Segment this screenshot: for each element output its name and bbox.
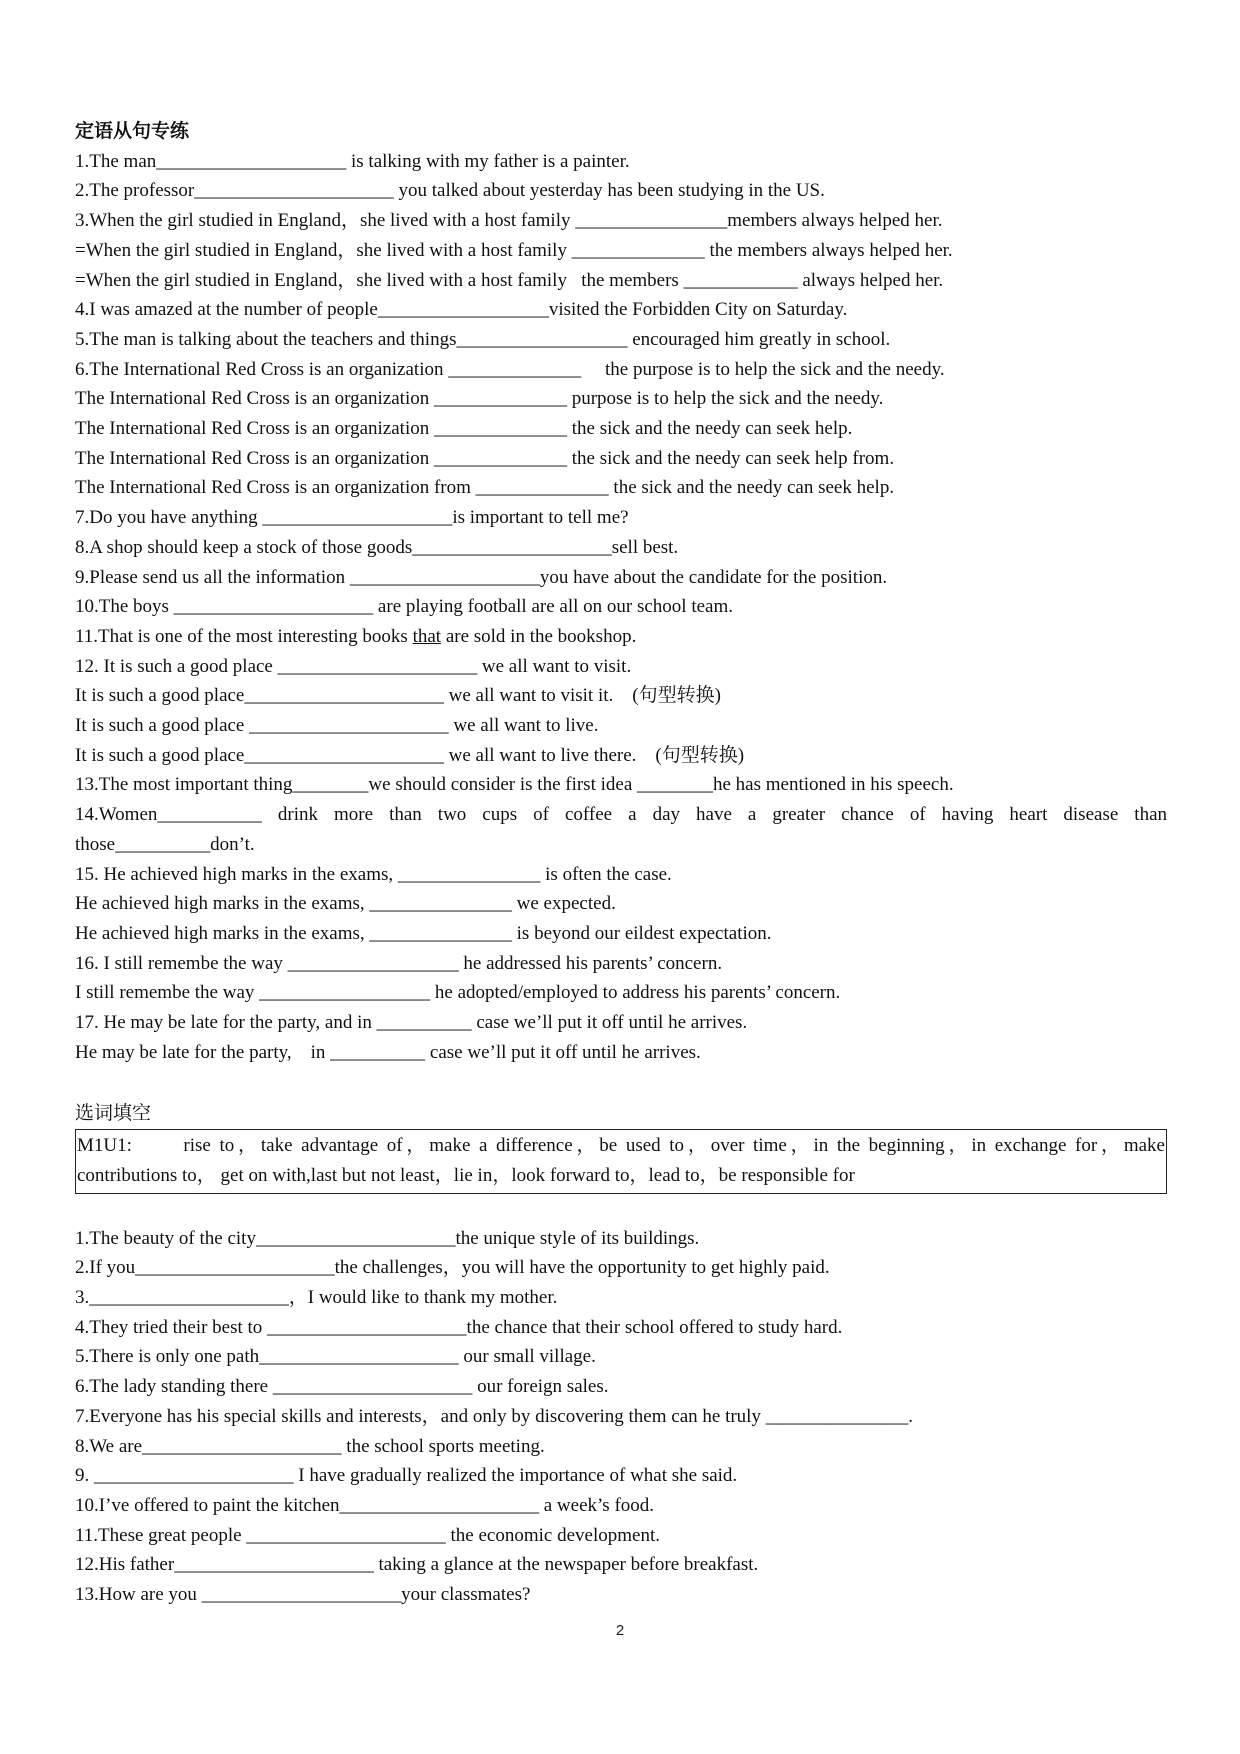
worksheet-page	[75, 117, 1167, 1610]
exercise-line: 5.There is only one path_____________________ our small village.	[75, 1346, 596, 1368]
exercise-line: The International Red Cross is an organization from ______________ the sick and the needy can seek help.	[75, 477, 895, 499]
word-bank-line-1: M1U1: rise to，take advantage of，make a difference，be used to，over time，in the beginning，in exchange for，make	[77, 1135, 1165, 1157]
word-bank-box	[75, 1129, 1167, 1193]
exercise-line: 9.Please send us all the information ____________________you have about the candidate for the position.	[75, 566, 888, 588]
exercise-line: 2.If you_____________________the challenges，you will have the opportunity to get highly paid.	[75, 1257, 830, 1279]
section-title-relative-clauses: 定语从句专练	[75, 120, 190, 142]
exercise-line: 17. He may be late for the party, and in __________ case we’ll put it off until he arrives.	[75, 1012, 748, 1034]
exercise-line: 6.The International Red Cross is an organization ______________ the purpose is to help the sick and the needy.	[75, 358, 945, 380]
exercise-line: 8.We are_____________________ the school sports meeting.	[75, 1435, 545, 1457]
exercise-line: 11.These great people _____________________ the economic development.	[75, 1524, 660, 1546]
exercise-line: 7.Everyone has his special skills and interests，and only by discovering them can he truly _______________.	[75, 1405, 913, 1427]
exercise-line: 8.A shop should keep a stock of those goods_____________________sell best.	[75, 536, 679, 558]
exercise-line: The International Red Cross is an organization ______________ the sick and the needy can seek help from.	[75, 447, 895, 469]
exercise-line: The International Red Cross is an organization ______________ purpose is to help the sick and the needy.	[75, 388, 884, 410]
exercise-line: 1.The man____________________ is talking with my father is a painter.	[75, 150, 630, 172]
exercise-line: =When the girl studied in England，she lived with a host family the members ____________ always helped her.	[75, 269, 944, 291]
exercise-line: 4.I was amazed at the number of people__________________visited the Forbidden City on Saturday.	[75, 299, 848, 321]
exercise-line: 14.Women___________ drink more than two cups of coffee a day have a greater chance of having heart disease than	[75, 804, 1167, 826]
word-bank-line-2: contributions to， get on with,last but not least，lie in，look forward to，lead to，be responsible for	[77, 1164, 855, 1186]
exercise-line: 10.I’ve offered to paint the kitchen_____________________ a week’s food.	[75, 1494, 655, 1516]
section-title-word-choice: 选词填空	[75, 1101, 152, 1124]
exercise-line: 1.The beauty of the city_____________________the unique style of its buildings.	[75, 1227, 700, 1249]
relative-clause-exercises	[75, 147, 1167, 1068]
exercise-line: 13.How are you _____________________your classmates?	[75, 1584, 531, 1606]
exercise-line: =When the girl studied in England，she lived with a host family ______________ the members always helped her.	[75, 239, 953, 261]
exercise-line: 5.The man is talking about the teachers and things__________________ encouraged him greatly in school.	[75, 328, 891, 350]
exercise-line: 11.That is one of the most interesting books that are sold in the bookshop.	[75, 625, 637, 647]
exercise-line: 6.The lady standing there _____________________ our foreign sales.	[75, 1376, 609, 1398]
word-choice-exercises	[75, 1224, 1167, 1610]
exercise-line: He may be late for the party, in __________ case we’ll put it off until he arrives.	[75, 1041, 701, 1063]
exercise-line: It is such a good place_____________________ we all want to live there. (句型转换)	[75, 744, 745, 766]
exercise-line: 15. He achieved high marks in the exams, _______________ is often the case.	[75, 863, 672, 885]
exercise-line: those__________don’t.	[75, 833, 255, 855]
exercise-line: It is such a good place _____________________ we all want to live.	[75, 715, 599, 737]
exercise-line: 12.His father_____________________ taking a glance at the newspaper before breakfast.	[75, 1554, 759, 1576]
exercise-line: 3.When the girl studied in England，she lived with a host family ________________members always helped her.	[75, 210, 943, 232]
exercise-line: He achieved high marks in the exams, _______________ is beyond our eildest expectation.	[75, 922, 772, 944]
exercise-line: I still remembe the way __________________ he adopted/employed to address his parents’ concern.	[75, 982, 841, 1004]
exercise-line: 16. I still remembe the way __________________ he addressed his parents’ concern.	[75, 952, 723, 974]
underlined-word: that	[412, 625, 442, 647]
exercise-line: 13.The most important thing________we should consider is the first idea ________he has mentioned in his speech.	[75, 774, 954, 796]
exercise-line: 4.They tried their best to _____________________the chance that their school offered to study hard.	[75, 1316, 843, 1338]
exercise-line: 10.The boys _____________________ are playing football are all on our school team.	[75, 596, 734, 618]
exercise-line: He achieved high marks in the exams, _______________ we expected.	[75, 893, 616, 915]
exercise-line: The International Red Cross is an organization ______________ the sick and the needy can seek help.	[75, 418, 853, 440]
exercise-line: It is such a good place_____________________ we all want to visit it. (句型转换)	[75, 685, 721, 707]
exercise-line: 3._____________________，I would like to thank my mother.	[75, 1287, 558, 1309]
exercise-line: 9. _____________________ I have gradually realized the importance of what she said.	[75, 1465, 738, 1487]
exercise-line: 2.The professor_____________________ you talked about yesterday has been studying in the US.	[75, 180, 825, 202]
exercise-line: 12. It is such a good place _____________________ we all want to visit.	[75, 655, 632, 677]
page-number: 2	[615, 1622, 625, 1639]
exercise-line: 7.Do you have anything ____________________is important to tell me?	[75, 507, 629, 529]
spacer	[75, 1194, 1167, 1224]
